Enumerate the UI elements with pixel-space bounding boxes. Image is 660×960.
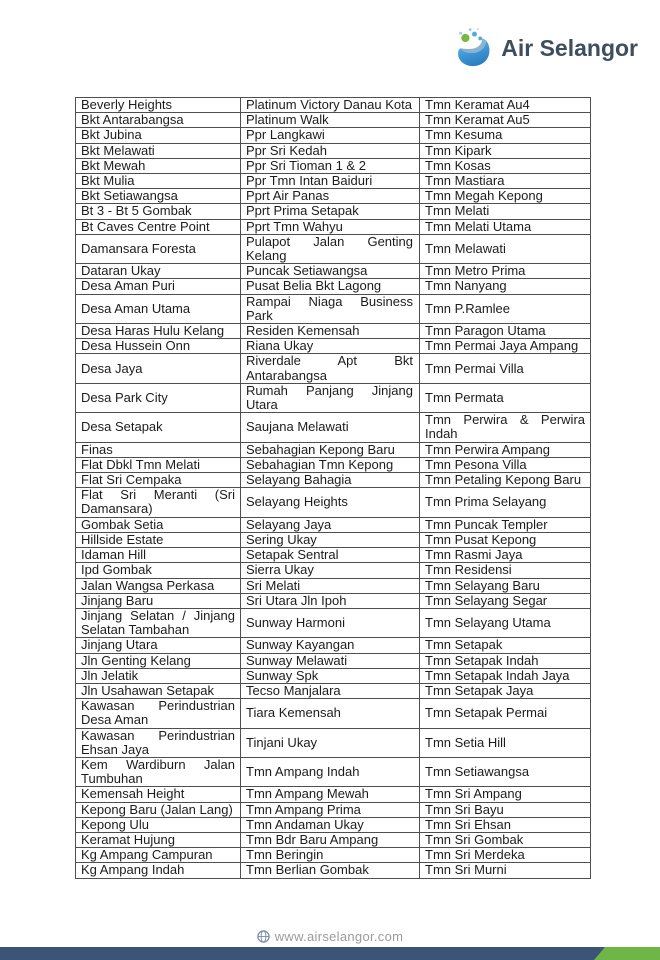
area-cell: Ppr Sri Kedah bbox=[241, 143, 420, 158]
area-cell: Tmn Selayang Utama bbox=[420, 608, 591, 637]
table-row bbox=[76, 442, 591, 457]
table-row bbox=[76, 339, 591, 354]
area-cell: Tmn Setia Hill bbox=[420, 728, 591, 757]
area-cell: Tmn Permai Villa bbox=[420, 354, 591, 383]
area-cell: Tmn Sri Ampang bbox=[420, 787, 591, 802]
area-cell: Tmn Pusat Kepong bbox=[420, 532, 591, 547]
area-cell: Flat Sri Meranti (Sri Damansara) bbox=[76, 488, 241, 517]
area-cell: Tmn Ampang Mewah bbox=[241, 787, 420, 802]
table-row bbox=[76, 473, 591, 488]
table-row bbox=[76, 219, 591, 234]
area-cell: Tmn Permata bbox=[420, 383, 591, 412]
area-cell: Desa Park City bbox=[76, 383, 241, 412]
area-cell: Tmn Selayang Baru bbox=[420, 578, 591, 593]
table-row bbox=[76, 593, 591, 608]
table-row bbox=[76, 817, 591, 832]
area-cell: Jalan Wangsa Perkasa bbox=[76, 578, 241, 593]
area-cell: Selayang Jaya bbox=[241, 517, 420, 532]
table-row bbox=[76, 457, 591, 472]
area-cell: Pulapot Jalan Genting Kelang bbox=[241, 234, 420, 263]
area-cell: Tmn Kesuma bbox=[420, 128, 591, 143]
service-areas-table bbox=[75, 97, 591, 879]
area-cell: Tmn Prima Selayang bbox=[420, 488, 591, 517]
area-cell: Sebahagian Tmn Kepong bbox=[241, 457, 420, 472]
table-row bbox=[76, 757, 591, 786]
area-cell: Ppr Langkawi bbox=[241, 128, 420, 143]
area-cell: Tmn Kosas bbox=[420, 158, 591, 173]
area-cell: Bkt Setiawangsa bbox=[76, 189, 241, 204]
table-row bbox=[76, 324, 591, 339]
table-row bbox=[76, 563, 591, 578]
website-url: www.airselangor.com bbox=[274, 929, 404, 944]
area-cell: Tmn Andaman Ukay bbox=[241, 817, 420, 832]
area-cell: Desa Haras Hulu Kelang bbox=[76, 324, 241, 339]
area-cell: Keramat Hujung bbox=[76, 832, 241, 847]
area-cell: Tmn Ampang Prima bbox=[241, 802, 420, 817]
area-cell: Kepong Baru (Jalan Lang) bbox=[76, 802, 241, 817]
area-cell: Platinum Walk bbox=[241, 113, 420, 128]
table-row bbox=[76, 728, 591, 757]
area-cell: Tmn Sri Ehsan bbox=[420, 817, 591, 832]
area-cell: Residen Kemensah bbox=[241, 324, 420, 339]
area-cell: Tmn Perwira & Perwira Indah bbox=[420, 413, 591, 442]
area-cell: Tmn Setapak Jaya bbox=[420, 683, 591, 698]
table-row bbox=[76, 98, 591, 113]
area-cell: Sebahagian Kepong Baru bbox=[241, 442, 420, 457]
area-cell: Tmn Selayang Segar bbox=[420, 593, 591, 608]
area-cell: Tmn Keramat Au5 bbox=[420, 113, 591, 128]
bar-blue-segment bbox=[0, 947, 660, 960]
table-row bbox=[76, 668, 591, 683]
area-cell: Pprt Prima Setapak bbox=[241, 204, 420, 219]
area-cell: Sri Melati bbox=[241, 578, 420, 593]
table-row bbox=[76, 699, 591, 728]
area-cell: Finas bbox=[76, 442, 241, 457]
table-row bbox=[76, 143, 591, 158]
table-row bbox=[76, 413, 591, 442]
area-cell: Tmn Setiawangsa bbox=[420, 757, 591, 786]
area-cell: Tmn Sri Gombak bbox=[420, 832, 591, 847]
area-cell: Saujana Melawati bbox=[241, 413, 420, 442]
area-cell: Tmn Setapak Permai bbox=[420, 699, 591, 728]
area-cell: Tmn Rasmi Jaya bbox=[420, 548, 591, 563]
area-cell: Jinjang Utara bbox=[76, 638, 241, 653]
table-row bbox=[76, 128, 591, 143]
area-cell: Tiara Kemensah bbox=[241, 699, 420, 728]
area-cell: Bkt Jubina bbox=[76, 128, 241, 143]
area-cell: Flat Dbkl Tmn Melati bbox=[76, 457, 241, 472]
area-cell: Tmn Residensi bbox=[420, 563, 591, 578]
area-cell: Tmn Metro Prima bbox=[420, 264, 591, 279]
area-cell: Tmn Sri Merdeka bbox=[420, 848, 591, 863]
area-cell: Tmn Melati Utama bbox=[420, 219, 591, 234]
area-cell: Tmn Kipark bbox=[420, 143, 591, 158]
service-areas-table-body bbox=[76, 98, 591, 879]
globe-icon bbox=[257, 930, 270, 943]
area-cell: Sierra Ukay bbox=[241, 563, 420, 578]
area-cell: Tmn Ampang Indah bbox=[241, 757, 420, 786]
table-row bbox=[76, 863, 591, 878]
area-cell: Kg Ampang Indah bbox=[76, 863, 241, 878]
area-cell: Kemensah Height bbox=[76, 787, 241, 802]
table-row bbox=[76, 532, 591, 547]
table-row bbox=[76, 802, 591, 817]
area-cell: Jln Usahawan Setapak bbox=[76, 683, 241, 698]
air-selangor-logo bbox=[453, 26, 638, 70]
area-cell: Kg Ampang Campuran bbox=[76, 848, 241, 863]
area-cell: Kepong Ulu bbox=[76, 817, 241, 832]
area-cell: Tmn Keramat Au4 bbox=[420, 98, 591, 113]
area-cell: Pprt Air Panas bbox=[241, 189, 420, 204]
table-row bbox=[76, 578, 591, 593]
area-cell: Flat Sri Cempaka bbox=[76, 473, 241, 488]
area-cell: Puncak Setiawangsa bbox=[241, 264, 420, 279]
area-cell: Tmn Sri Bayu bbox=[420, 802, 591, 817]
area-cell: Sunway Harmoni bbox=[241, 608, 420, 637]
table-row bbox=[76, 608, 591, 637]
table-row bbox=[76, 204, 591, 219]
table-row bbox=[76, 488, 591, 517]
table-row bbox=[76, 158, 591, 173]
brand-name: Air Selangor bbox=[501, 34, 638, 61]
area-cell: Bkt Mulia bbox=[76, 174, 241, 189]
table-row bbox=[76, 653, 591, 668]
area-cell: Tmn Puncak Templer bbox=[420, 517, 591, 532]
table-row bbox=[76, 383, 591, 412]
area-cell: Jinjang Selatan / Jinjang Selatan Tambahan bbox=[76, 608, 241, 637]
table-row bbox=[76, 683, 591, 698]
area-cell: Tmn Nanyang bbox=[420, 279, 591, 294]
table-row bbox=[76, 264, 591, 279]
area-cell: Ppr Sri Tioman 1 & 2 bbox=[241, 158, 420, 173]
area-cell: Beverly Heights bbox=[76, 98, 241, 113]
area-cell: Tmn Berlian Gombak bbox=[241, 863, 420, 878]
table-row bbox=[76, 848, 591, 863]
area-cell: Desa Aman Puri bbox=[76, 279, 241, 294]
area-cell: Bkt Melawati bbox=[76, 143, 241, 158]
service-areas-table-container bbox=[75, 97, 591, 879]
table-row bbox=[76, 548, 591, 563]
area-cell: Desa Aman Utama bbox=[76, 294, 241, 323]
area-cell: Bkt Mewah bbox=[76, 158, 241, 173]
table-row bbox=[76, 189, 591, 204]
area-cell: Setapak Sentral bbox=[241, 548, 420, 563]
area-cell: Tinjani Ukay bbox=[241, 728, 420, 757]
area-cell: Tecso Manjalara bbox=[241, 683, 420, 698]
area-cell: Jln Genting Kelang bbox=[76, 653, 241, 668]
area-cell: Ipd Gombak bbox=[76, 563, 241, 578]
area-cell: Sunway Spk bbox=[241, 668, 420, 683]
area-cell: Rampai Niaga Business Park bbox=[241, 294, 420, 323]
area-cell: Kem Wardiburn Jalan Tumbuhan bbox=[76, 757, 241, 786]
area-cell: Sering Ukay bbox=[241, 532, 420, 547]
area-cell: Bkt Antarabangsa bbox=[76, 113, 241, 128]
area-cell: Riana Ukay bbox=[241, 339, 420, 354]
area-cell: Hillside Estate bbox=[76, 532, 241, 547]
table-row bbox=[76, 354, 591, 383]
area-cell: Selayang Bahagia bbox=[241, 473, 420, 488]
area-cell: Platinum Victory Danau Kota bbox=[241, 98, 420, 113]
table-row bbox=[76, 279, 591, 294]
area-cell: Pusat Belia Bkt Lagong bbox=[241, 279, 420, 294]
area-cell: Tmn Permai Jaya Ampang bbox=[420, 339, 591, 354]
area-cell: Kawasan Perindustrian Desa Aman bbox=[76, 699, 241, 728]
area-cell: Bt Caves Centre Point bbox=[76, 219, 241, 234]
area-cell: Pprt Tmn Wahyu bbox=[241, 219, 420, 234]
area-cell: Tmn Melati bbox=[420, 204, 591, 219]
area-cell: Tmn P.Ramlee bbox=[420, 294, 591, 323]
area-cell: Tmn Megah Kepong bbox=[420, 189, 591, 204]
area-cell: Tmn Sri Murni bbox=[420, 863, 591, 878]
area-cell: Tmn Setapak bbox=[420, 638, 591, 653]
footer bbox=[0, 929, 660, 944]
table-row bbox=[76, 517, 591, 532]
area-cell: Sunway Kayangan bbox=[241, 638, 420, 653]
area-cell: Jln Jelatik bbox=[76, 668, 241, 683]
area-cell: Damansara Foresta bbox=[76, 234, 241, 263]
area-cell: Riverdale Apt Bkt Antarabangsa bbox=[241, 354, 420, 383]
water-droplet-icon bbox=[453, 26, 495, 70]
area-cell: Tmn Setapak Indah Jaya bbox=[420, 668, 591, 683]
area-cell: Tmn Bdr Baru Ampang bbox=[241, 832, 420, 847]
area-cell: Desa Hussein Onn bbox=[76, 339, 241, 354]
bar-green-segment bbox=[594, 947, 660, 960]
area-cell: Kawasan Perindustrian Ehsan Jaya bbox=[76, 728, 241, 757]
area-cell: Desa Jaya bbox=[76, 354, 241, 383]
table-row bbox=[76, 832, 591, 847]
area-cell: Tmn Mastiara bbox=[420, 174, 591, 189]
area-cell: Tmn Perwira Ampang bbox=[420, 442, 591, 457]
area-cell: Ppr Tmn Intan Baiduri bbox=[241, 174, 420, 189]
area-cell: Sunway Melawati bbox=[241, 653, 420, 668]
area-cell: Gombak Setia bbox=[76, 517, 241, 532]
area-cell: Tmn Paragon Utama bbox=[420, 324, 591, 339]
table-row bbox=[76, 113, 591, 128]
area-cell: Tmn Setapak Indah bbox=[420, 653, 591, 668]
table-row bbox=[76, 638, 591, 653]
table-row bbox=[76, 787, 591, 802]
area-cell: Desa Setapak bbox=[76, 413, 241, 442]
area-cell: Dataran Ukay bbox=[76, 264, 241, 279]
area-cell: Sri Utara Jln Ipoh bbox=[241, 593, 420, 608]
table-row bbox=[76, 174, 591, 189]
table-row bbox=[76, 294, 591, 323]
area-cell: Idaman Hill bbox=[76, 548, 241, 563]
area-cell: Tmn Petaling Kepong Baru bbox=[420, 473, 591, 488]
area-cell: Rumah Panjang Jinjang Utara bbox=[241, 383, 420, 412]
area-cell: Tmn Melawati bbox=[420, 234, 591, 263]
area-cell: Tmn Beringin bbox=[241, 848, 420, 863]
bottom-accent-bar bbox=[0, 947, 660, 960]
area-cell: Bt 3 - Bt 5 Gombak bbox=[76, 204, 241, 219]
table-row bbox=[76, 234, 591, 263]
area-cell: Tmn Pesona Villa bbox=[420, 457, 591, 472]
area-cell: Jinjang Baru bbox=[76, 593, 241, 608]
area-cell: Selayang Heights bbox=[241, 488, 420, 517]
